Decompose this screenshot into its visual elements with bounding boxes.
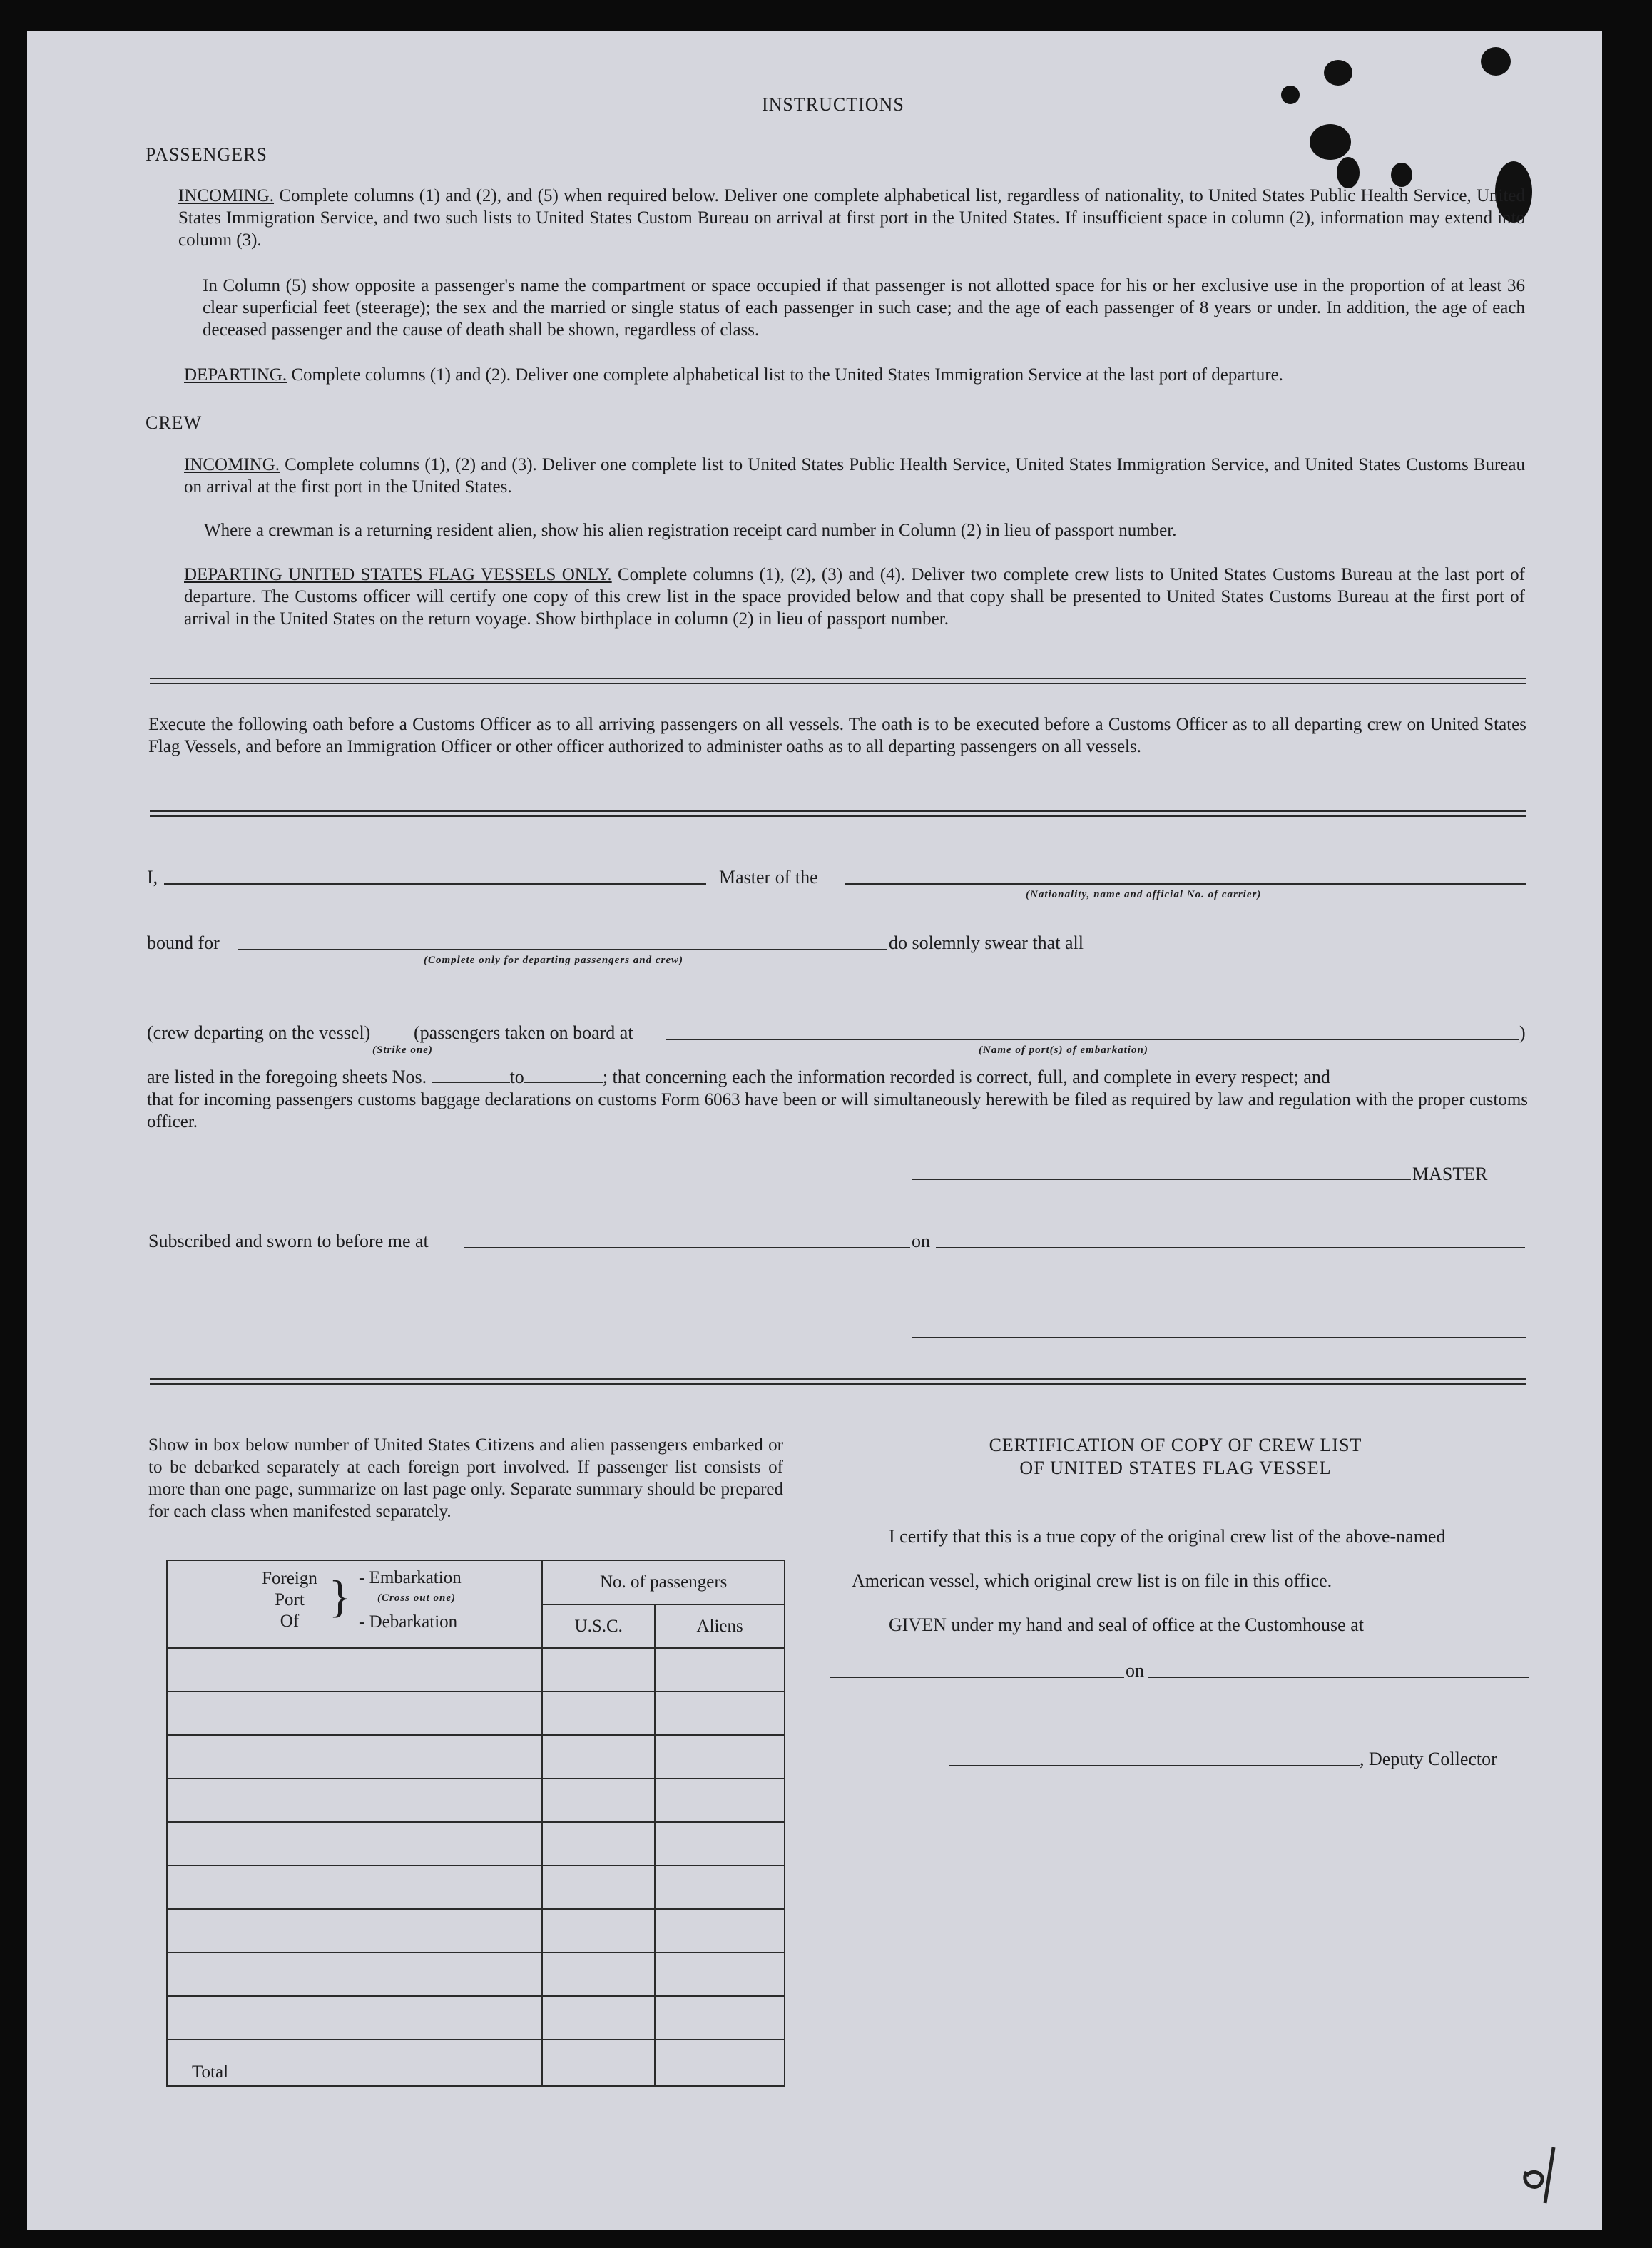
port-cell[interactable]	[167, 1822, 542, 1866]
table-row	[167, 1779, 785, 1822]
foreign-label: Foreign	[262, 1569, 317, 1588]
usc-cell[interactable]	[542, 1909, 655, 1953]
bound-for-field[interactable]	[238, 949, 887, 950]
carrier-field[interactable]	[845, 883, 1526, 885]
total-row	[167, 2040, 785, 2086]
carrier-caption: (Nationality, name and official No. of carrier)	[1026, 889, 1262, 900]
listed-line-1	[147, 1066, 1528, 1089]
port-cell[interactable]	[167, 1996, 542, 2040]
crew-incoming-text: Complete columns (1), (2) and (3). Deliver one complete list to United States Public Health Service, United States Immigration Service, and United States Customs Bureau on arrival at the first port in the United States.	[184, 455, 1525, 497]
i-label: I,	[147, 867, 158, 887]
ports-caption: (Name of port(s) of embarkation)	[979, 1044, 1148, 1056]
total-label: Total	[167, 2040, 542, 2086]
passengers-column5-paragraph: In Column (5) show opposite a passenger's name the compartment or space occupied if that passenger is not allotted space for his or her exclusive use in the proportion of at least 36 clear superficial feet (steerage); the sex and the married or single status of each passenger in such case; and the age of each passenger of 8 years or under. In addition, the age of each deceased passenger and the cause of death shall be shown, regardless of class.	[203, 276, 1525, 340]
usc-cell[interactable]	[542, 1692, 655, 1735]
ink-blot	[1481, 47, 1511, 76]
subscribed-label: Subscribed and sworn to before me at	[148, 1231, 429, 1251]
embarkation-label: - Embarkation	[359, 1568, 462, 1587]
aliens-cell[interactable]	[655, 1692, 785, 1735]
brace-icon: }	[329, 1571, 351, 1622]
ink-blot	[1391, 163, 1412, 187]
table-row	[167, 1648, 785, 1692]
master-name-field[interactable]	[164, 883, 706, 885]
bound-caption: (Complete only for departing passengers and crew)	[424, 955, 683, 966]
table-row	[167, 1822, 785, 1866]
listed-text-1: are listed in the foregoing sheets Nos.	[147, 1067, 427, 1087]
sheet-to-field[interactable]	[524, 1082, 603, 1083]
officer-signature-line[interactable]	[912, 1337, 1526, 1338]
crew-departing-option: (crew departing on the vessel)	[147, 1022, 371, 1043]
oath-intro: Execute the following oath before a Customs Officer as to all arriving passengers on all vessels. The oath is to be executed before a Customs Officer as to all departing crew on United States Flag Vessels, and before an Immigration Officer or other officer authorized to administer oaths as to all departing passengers on all vessels.	[148, 715, 1526, 756]
master-signature-line[interactable]	[912, 1179, 1411, 1180]
customhouse-field[interactable]	[830, 1677, 1124, 1678]
crew-incoming-paragraph	[184, 454, 1525, 498]
strike-caption: (Strike one)	[372, 1044, 433, 1056]
port-cell[interactable]	[167, 1909, 542, 1953]
aliens-header: Aliens	[655, 1604, 785, 1648]
table-row	[167, 1953, 785, 1996]
table-row	[167, 1909, 785, 1953]
aliens-cell[interactable]	[655, 1909, 785, 1953]
form-page	[27, 31, 1602, 2230]
table-row	[167, 1996, 785, 2040]
bound-for-label: bound for	[147, 932, 220, 953]
usc-cell[interactable]	[542, 1779, 655, 1822]
ink-blot	[1281, 86, 1300, 104]
crew-departing-label: DEPARTING UNITED STATES FLAG VESSELS ONLY.	[184, 565, 612, 584]
sheet-from-field[interactable]	[432, 1082, 510, 1083]
aliens-cell[interactable]	[655, 1866, 785, 1909]
to-label: to	[509, 1067, 524, 1087]
aliens-cell[interactable]	[655, 1735, 785, 1779]
certification-date-field[interactable]	[1148, 1677, 1529, 1678]
crew-incoming-label: INCOMING.	[184, 455, 280, 474]
deputy-collector-signature[interactable]	[949, 1765, 1360, 1766]
crew-resident-paragraph: Where a crewman is a returning resident alien, show his alien registration receipt card number in Column (2) in lieu of passport number.	[204, 521, 1177, 540]
table-header-row	[167, 1560, 785, 1604]
certification-title	[904, 1434, 1447, 1480]
usc-cell[interactable]	[542, 1648, 655, 1692]
passengers-heading: PASSENGERS	[146, 144, 267, 165]
passenger-summary-table	[166, 1560, 785, 2087]
listed-text-3: that for incoming passengers customs baggage declarations on customs Form 6063 have been or will simultaneously herewith be filed as required by law and regulation with the proper customs officer.	[147, 1090, 1528, 1131]
usc-cell[interactable]	[542, 1996, 655, 2040]
swear-label: do solemnly swear that all	[889, 932, 1084, 953]
divider	[150, 678, 1526, 684]
certification-on-label: on	[1126, 1660, 1144, 1681]
master-of-label: Master of the	[719, 867, 818, 887]
summary-instructions: Show in box below number of United States Citizens and alien passengers embarked or to be debarked separately at each foreign port involved. If passenger list consists of more than one page, summarize on last page only. Separate summary should be prepared for each class when manifested separately.	[148, 1435, 783, 1521]
divider	[150, 1378, 1526, 1385]
crew-heading: CREW	[146, 412, 203, 433]
table-row	[167, 1735, 785, 1779]
aliens-cell[interactable]	[655, 1648, 785, 1692]
passengers-incoming-text: Complete columns (1) and (2), and (5) when required below. Deliver one complete alphabetical list, regardless of nationality, to United States Public Health Service, United States Immigration Service, and two such lists to United States Custom Bureau on arrival at first port in the United States. If insufficient space in column (2), information may extend into column (3).	[178, 186, 1525, 250]
passengers-incoming-label: INCOMING.	[178, 186, 275, 205]
certification-text-2: American vessel, which original crew list is on file in this office.	[852, 1570, 1332, 1591]
port-cell[interactable]	[167, 1779, 542, 1822]
ports-field[interactable]	[666, 1039, 1519, 1040]
deputy-collector-label: , Deputy Collector	[1360, 1749, 1497, 1769]
port-cell[interactable]	[167, 1866, 542, 1909]
certification-title-line2: OF UNITED STATES FLAG VESSEL	[1019, 1458, 1332, 1478]
ink-blot	[1324, 60, 1352, 86]
certification-text-3: GIVEN under my hand and seal of office at the Customhouse at	[889, 1614, 1364, 1635]
passengers-departing-text: Complete columns (1) and (2). Deliver one complete alphabetical list to the United States Immigration Service at the last port of departure.	[291, 365, 1283, 385]
sworn-place-field[interactable]	[464, 1247, 910, 1248]
close-paren: )	[1519, 1022, 1526, 1043]
aliens-cell[interactable]	[655, 1953, 785, 1996]
usc-cell[interactable]	[542, 1822, 655, 1866]
instructions-title: INSTRUCTIONS	[762, 94, 904, 115]
usc-cell[interactable]	[542, 1953, 655, 1996]
no-of-passengers-header: No. of passengers	[542, 1560, 785, 1604]
debarkation-label: - Debarkation	[359, 1612, 458, 1632]
sworn-on-label: on	[912, 1231, 930, 1251]
certification-text-1: I certify that this is a true copy of the original crew list of the above-named	[889, 1526, 1446, 1547]
usc-total-cell[interactable]	[542, 2040, 655, 2086]
port-cell[interactable]	[167, 1735, 542, 1779]
certification-title-line1: CERTIFICATION OF COPY OF CREW LIST	[989, 1435, 1362, 1455]
master-label: MASTER	[1412, 1164, 1488, 1184]
usc-cell[interactable]	[542, 1735, 655, 1779]
foreign-port-header	[167, 1560, 542, 1648]
port-cell[interactable]	[167, 1692, 542, 1735]
passengers-departing-label: DEPARTING.	[184, 365, 287, 385]
port-cell[interactable]	[167, 1648, 542, 1692]
aliens-total-cell[interactable]	[655, 2040, 785, 2086]
crew-departing-paragraph	[184, 564, 1525, 630]
passengers-departing-paragraph	[184, 364, 1525, 386]
table-row	[167, 1866, 785, 1909]
port-cell[interactable]	[167, 1953, 542, 1996]
cross-out-caption: (Cross out one)	[377, 1592, 457, 1604]
passengers-option: (passengers taken on board at	[414, 1022, 633, 1043]
handwritten-mark	[1518, 2143, 1568, 2207]
ink-blot	[1337, 157, 1360, 188]
aliens-cell[interactable]	[655, 1779, 785, 1822]
table-row	[167, 1692, 785, 1735]
crew-departing-text: Complete columns (1), (2), (3) and (4). Deliver two complete crew lists to United States Customs Bureau at the last port of departure. The Customs officer will certify one copy of this crew list in the space provided below and that copy shall be presented to United States Customs Bureau at the first port of arrival in the United States on the return voyage. Show birthplace in column (2) in lieu of passport number.	[184, 565, 1525, 629]
aliens-cell[interactable]	[655, 1822, 785, 1866]
usc-cell[interactable]	[542, 1866, 655, 1909]
aliens-cell[interactable]	[655, 1996, 785, 2040]
sworn-date-field[interactable]	[936, 1247, 1525, 1248]
port-label: Port	[275, 1590, 305, 1609]
passengers-incoming-paragraph	[178, 185, 1525, 251]
listed-text-2: ; that concerning each the information recorded is correct, full, and complete in every respect; and	[602, 1067, 1330, 1087]
divider	[150, 810, 1526, 817]
of-label: Of	[280, 1612, 300, 1631]
ink-blot	[1310, 124, 1351, 160]
usc-header: U.S.C.	[542, 1604, 655, 1648]
